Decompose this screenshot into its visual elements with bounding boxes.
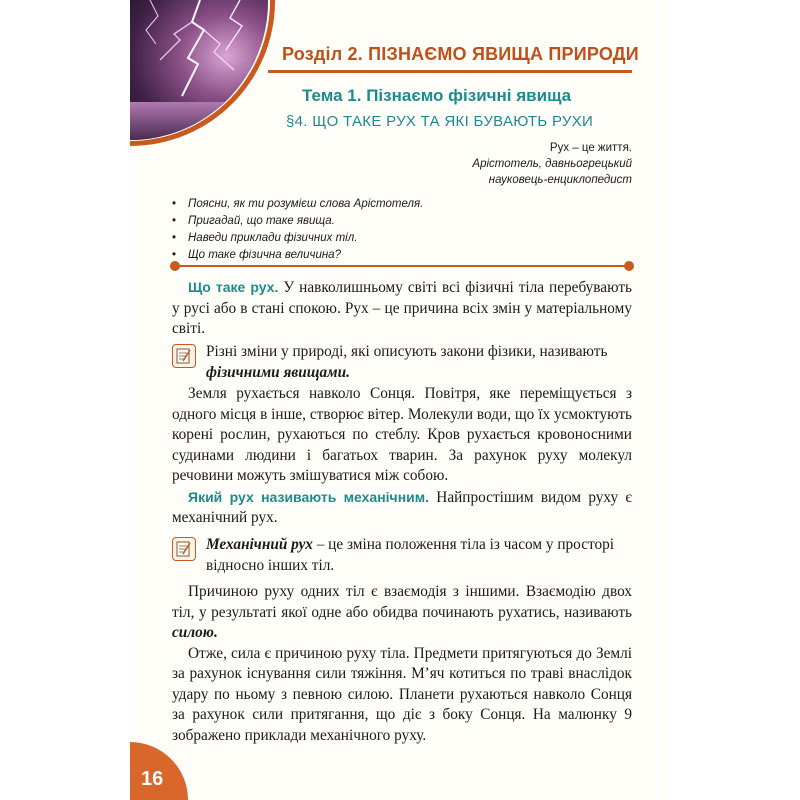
note-icon — [172, 344, 196, 368]
force-examples-text: Отже, сила є причиною руху тіла. Предмети притягуються до Землі за рахунок існування сили тяжіння. М’яч котиться по траві внаслідок удару по ньому з певною силою. Планети рухаються навколо Сонця за рахунок сили притягання, що діє з боку Сонця. На малюнку 9 зображено приклади механічного руху. — [172, 644, 632, 744]
block-motion-text: У навколишньому світі всі фізичні тіла перебувають у русі або в стані спокою. Рух – це причина всіх змін у матеріальному світі. — [172, 279, 632, 337]
note2-term: Механічний рух — [206, 536, 313, 553]
question-item: • Пригадай, що таке явища. — [172, 213, 423, 230]
heading-mechanical-motion: Який рух називають механічним. — [188, 488, 429, 505]
force-term: силою. — [172, 624, 218, 641]
epigraph-quote: Рух – це життя. — [549, 142, 632, 154]
question-item: • Наведи приклади фізичних тіл. — [172, 230, 423, 247]
note1-text: Різні зміни у природі, які описують закони фізики, називають — [206, 343, 608, 360]
page-number: 16 — [141, 768, 164, 790]
section-title: Розділ 2. ПІЗНАЄМО ЯВИЩА ПРИРОДИ — [282, 44, 639, 64]
topic-title: Тема 1. Пізнаємо фізичні явища — [302, 86, 572, 105]
block-examples — [172, 384, 632, 529]
block-force — [172, 582, 632, 746]
note1-term: фізичними явищами. — [206, 363, 350, 381]
note2-text: – це зміна положення тіла із часом у просторі відносно інших тіл. — [206, 536, 615, 574]
note-mechanical-motion — [206, 535, 632, 576]
epigraph-author: Арістотель, давньогрецький — [472, 158, 632, 170]
divider — [176, 265, 628, 267]
heading-what-is-motion: Що таке рух. — [188, 279, 279, 295]
section-rule — [268, 70, 632, 73]
force-text: Причиною руху одних тіл є взаємодія з іншими. Взаємодію двох тіл, у результаті якої одне або обидва починають рухатись, називають — [172, 583, 632, 621]
divider-dot-right — [624, 261, 634, 271]
block-motion — [172, 277, 632, 340]
epigraph-author-role: науковець-енциклопедист — [488, 174, 632, 186]
note-physical-phenomena — [206, 342, 632, 383]
mechanical-intro-text: Найпростішим видом руху є механічний рух. — [172, 488, 632, 526]
epigraph — [472, 140, 632, 188]
review-questions — [172, 196, 423, 264]
examples-text: Земля рухається навколо Сонця. Повітря, яке переміщується з одного місця в інше, створює вітер. Молекули води, що їх усмоктують корені рослин, рухаються по стеблу. Кров рухається кровоносними судинами людини і багатьох тварин. За рахунок руху молекул речовини можуть змішуватися між собою. — [172, 385, 632, 484]
paragraph-title: §4. ЩО ТАКЕ РУХ ТА ЯКІ БУВАЮТЬ РУХИ — [286, 113, 594, 130]
question-item: • Поясни, як ти розумієш слова Арістотеля. — [172, 196, 423, 213]
question-item: • Що таке фізична величина? — [172, 247, 423, 264]
note-icon — [172, 537, 196, 561]
